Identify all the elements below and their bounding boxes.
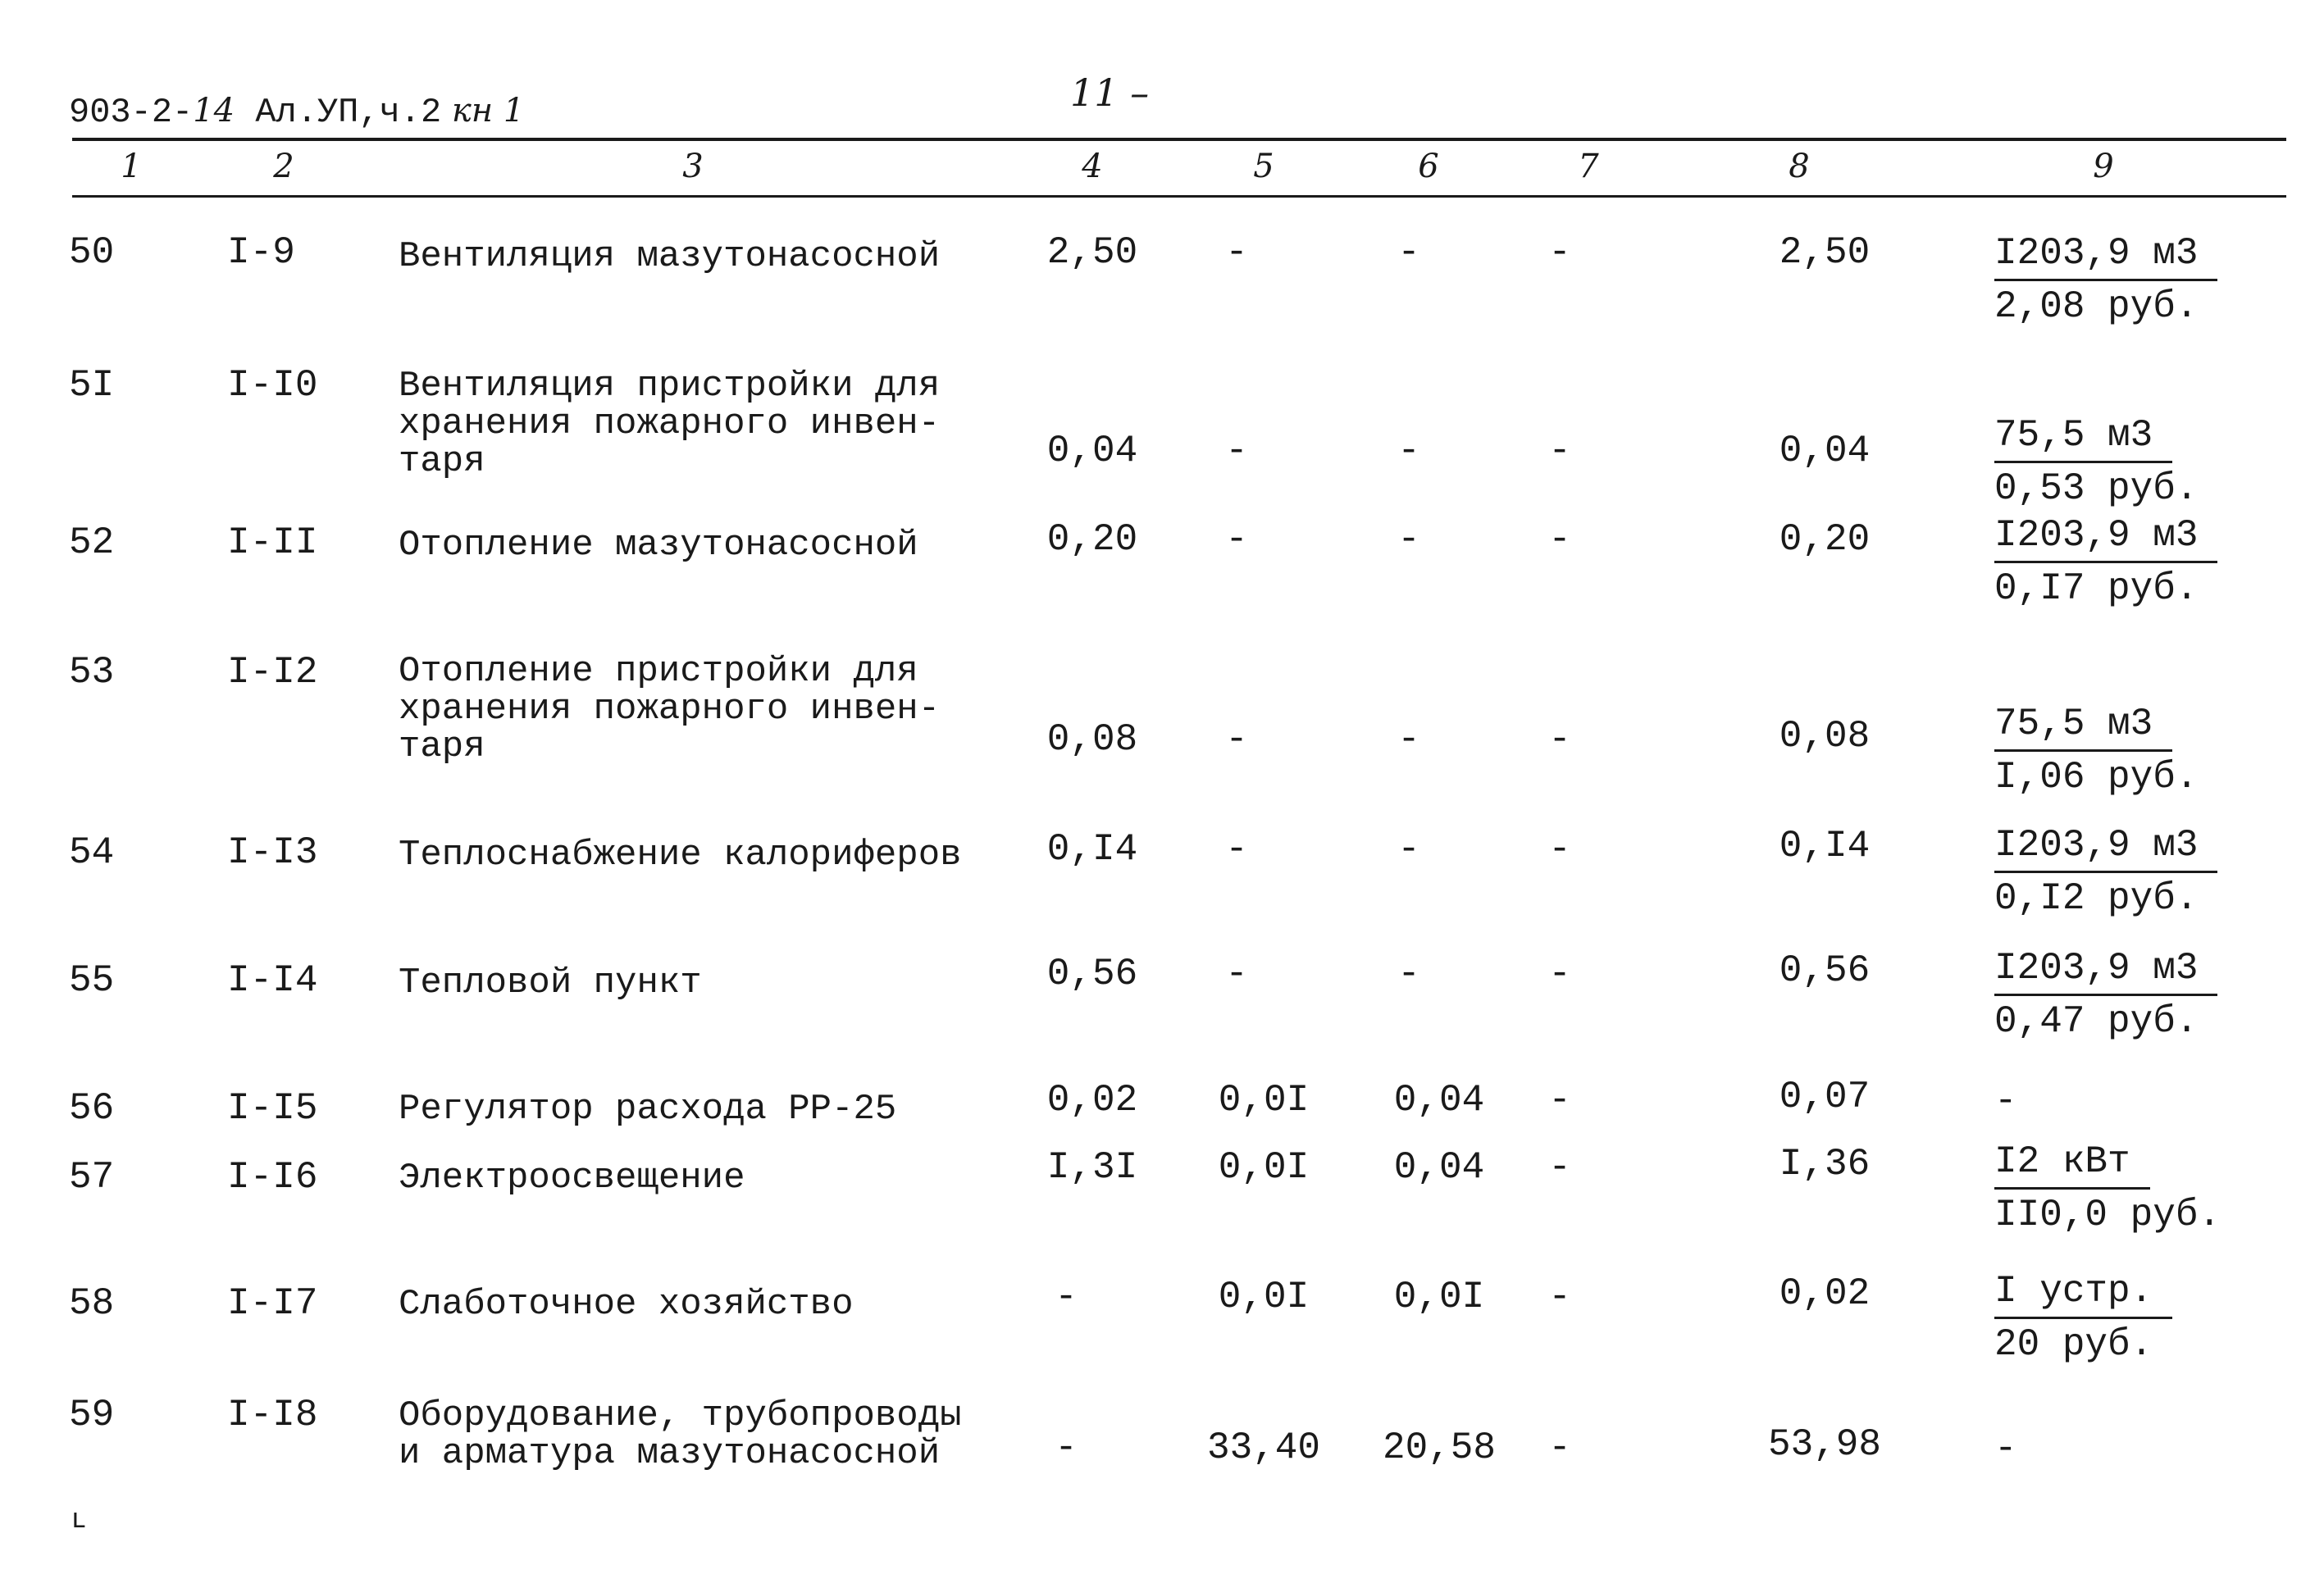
col7-value: -: [1548, 1146, 1571, 1189]
col8-value: 0,07: [1779, 1076, 1871, 1118]
document-code: [69, 92, 524, 132]
col8-value: 0,I4: [1779, 825, 1871, 867]
volume: I203,9 м3: [1994, 228, 2217, 281]
item-code: I-I0: [227, 364, 318, 407]
volume-price-note: [1994, 1076, 2017, 1126]
col7-value: -: [1548, 231, 1571, 274]
volume-price-note: [1994, 1266, 2172, 1370]
col8-value: 0,08: [1779, 715, 1871, 758]
column-header-2: 2: [273, 148, 294, 185]
col7-value: -: [1548, 518, 1571, 561]
column-header-1: 1: [121, 148, 142, 185]
row-number: 50: [69, 231, 115, 274]
column-header-3: 3: [682, 148, 704, 185]
row-number: 53: [69, 651, 115, 694]
item-code: I-9: [227, 231, 295, 274]
col4-value: -: [1055, 1276, 1078, 1318]
column-header-8: 8: [1789, 148, 1810, 185]
item-description: Тепловой пункт: [399, 962, 702, 1003]
page-number: 11 –: [1070, 71, 1150, 115]
price: I,06 руб.: [1994, 756, 2199, 799]
volume-price-note: [1994, 820, 2217, 924]
item-description: Отопление пристройки для хранения пожарного инвен- таря: [399, 651, 941, 767]
row-number: 57: [69, 1156, 115, 1199]
price: II0,0 руб.: [1994, 1194, 2221, 1236]
col7-value: -: [1548, 718, 1571, 761]
item-code: I-I7: [227, 1282, 318, 1325]
col4-value: 0,56: [1046, 953, 1138, 995]
col5-value: -: [1225, 718, 1248, 761]
item-description: Электроосвещение: [399, 1158, 745, 1199]
column-header-7: 7: [1578, 148, 1599, 185]
column-header-4: 4: [1082, 148, 1103, 185]
col5-value: -: [1225, 953, 1248, 995]
doc-code-part: Ал.УП,ч.2: [235, 93, 442, 132]
col6-value: -: [1397, 828, 1420, 871]
price: 0,I2 руб.: [1994, 877, 2199, 920]
col8-value: I,36: [1779, 1143, 1871, 1185]
column-header-5: 5: [1253, 148, 1274, 185]
doc-code-printed: 903-2-: [69, 93, 194, 132]
volume: I устр.: [1994, 1266, 2172, 1319]
volume-price-note: [1994, 1136, 2221, 1240]
col4-value: 0,I4: [1046, 828, 1138, 871]
price: 0,47 руб.: [1994, 1000, 2199, 1043]
column-header-9: 9: [2093, 148, 2114, 185]
column-header-6: 6: [1418, 148, 1439, 185]
price: -: [1994, 1427, 2017, 1470]
col6-value: -: [1397, 430, 1420, 472]
col7-value: -: [1548, 828, 1571, 871]
col5-value: -: [1225, 828, 1248, 871]
col8-value: 0,56: [1779, 949, 1871, 992]
col5-value: -: [1225, 430, 1248, 472]
volume: I2 кВт: [1994, 1136, 2150, 1190]
item-description: Вентиляция пристройки для хранения пожарного инвен- таря: [399, 366, 941, 482]
item-description: Оборудование, трубопроводы и арматура мазутонасосной: [399, 1395, 962, 1474]
col4-value: 0,08: [1046, 718, 1138, 761]
volume: 75,5 м3: [1994, 698, 2172, 752]
volume: 75,5 м3: [1994, 410, 2172, 463]
col8-value: 0,04: [1779, 430, 1871, 472]
col5-value: -: [1225, 518, 1248, 561]
col5-value: -: [1225, 231, 1248, 274]
col6-value: 0,04: [1393, 1146, 1485, 1189]
col8-value: 0,02: [1779, 1272, 1871, 1315]
col8-value: 0,20: [1779, 518, 1871, 561]
col4-value: -: [1055, 1426, 1078, 1469]
item-description: Теплоснабжение калориферов: [399, 835, 962, 876]
price: 0,I7 руб.: [1994, 567, 2199, 610]
volume-price-note: [1994, 228, 2217, 332]
col7-value: -: [1548, 430, 1571, 472]
volume-price-note: [1994, 698, 2198, 803]
col4-value: 0,02: [1046, 1079, 1138, 1122]
col6-value: 0,04: [1393, 1079, 1485, 1122]
item-code: I-I6: [227, 1156, 318, 1199]
col4-value: 2,50: [1046, 231, 1138, 274]
item-code: I-I4: [227, 959, 318, 1002]
row-number: 5I: [69, 364, 115, 407]
item-code: I-I8: [227, 1394, 318, 1436]
price: 2,08 руб.: [1994, 285, 2199, 328]
header-rule-bottom: [72, 195, 2286, 198]
col5-value: 0,0I: [1218, 1146, 1310, 1189]
volume-price-note: [1994, 510, 2217, 614]
row-number: 55: [69, 959, 115, 1002]
col4-value: 0,04: [1046, 430, 1138, 472]
col6-value: -: [1397, 718, 1420, 761]
col5-value: 33,40: [1206, 1426, 1321, 1469]
header-rule-top: [72, 138, 2286, 141]
col6-value: 0,0I: [1393, 1276, 1485, 1318]
corner-mark: ʟ: [71, 1505, 88, 1536]
item-description: Вентиляция мазутонасосной: [399, 236, 941, 277]
doc-code-book: кн 1: [441, 92, 525, 130]
volume: I203,9 м3: [1994, 510, 2217, 563]
col4-value: I,3I: [1046, 1146, 1138, 1189]
price: 0,53 руб.: [1994, 467, 2199, 510]
col7-value: -: [1548, 1079, 1571, 1122]
item-code: I-I5: [227, 1087, 318, 1130]
item-description: Регулятор расхода РР-25: [399, 1089, 897, 1130]
col6-value: -: [1397, 518, 1420, 561]
volume-price-note: [1994, 1423, 2017, 1474]
col7-value: -: [1548, 953, 1571, 995]
volume-price-note: [1994, 943, 2217, 1047]
col7-value: -: [1548, 1426, 1571, 1469]
col6-value: -: [1397, 953, 1420, 995]
row-number: 58: [69, 1282, 115, 1325]
item-description: Отопление мазутонасосной: [399, 525, 918, 566]
col7-value: -: [1548, 1276, 1571, 1318]
col5-value: 0,0I: [1218, 1079, 1310, 1122]
item-code: I-II: [227, 521, 318, 564]
item-code: I-I3: [227, 831, 318, 874]
volume: I203,9 м3: [1994, 943, 2217, 996]
item-description: Слаботочное хозяйство: [399, 1284, 854, 1325]
price: 20 руб.: [1994, 1323, 2153, 1366]
volume-price-note: [1994, 410, 2198, 514]
col5-value: 0,0I: [1218, 1276, 1310, 1318]
volume: I203,9 м3: [1994, 820, 2217, 873]
col6-value: 20,58: [1382, 1426, 1497, 1469]
row-number: 59: [69, 1394, 115, 1436]
col8-value: 2,50: [1779, 231, 1871, 274]
row-number: 54: [69, 831, 115, 874]
col4-value: 0,20: [1046, 518, 1138, 561]
item-code: I-I2: [227, 651, 318, 694]
col6-value: -: [1397, 231, 1420, 274]
price: -: [1994, 1080, 2017, 1122]
row-number: 52: [69, 521, 115, 564]
row-number: 56: [69, 1087, 115, 1130]
col8-value: 53,98: [1767, 1423, 1882, 1466]
doc-code-handwritten: 14: [193, 92, 235, 130]
